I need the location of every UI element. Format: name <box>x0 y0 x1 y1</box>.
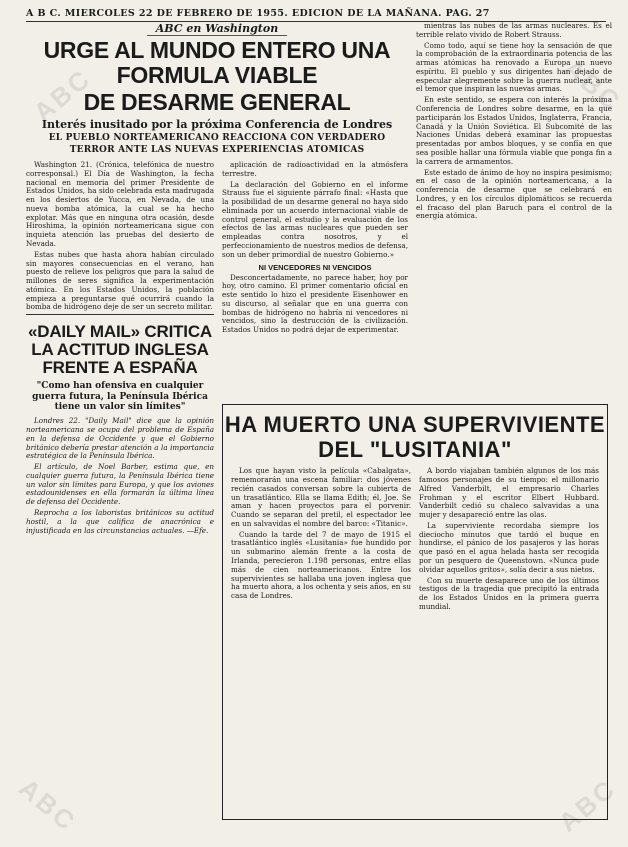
article-headline-line2: DE DESARME GENERAL <box>83 88 351 115</box>
paragraph: Desconcertadamente, no parece haber, hoy por hoy, otro camino. El primer comentario oficial en este sentido lo hizo el presidente Eisenhower en su discurso, al señalar que en una guerra con bombas de hidrógeno no habría ni vencedores ni vencidos, sino la destrucción de la civilización. Estados Unidos no podrá dejar de experimentar. <box>222 272 408 335</box>
paragraph: aplicación de radioactividad en la atmósfera terrestre. <box>222 159 408 178</box>
abc-watermark: ABC <box>13 772 83 838</box>
paragraph: Como todo, aquí se tiene hoy la sensación de que la comprobación de la extraordinaria potencia de las armas atómicas ha renovado a Europa un nuevo espíritu. El pueblo y sus dirigentes han dejado de especular alegremente sobre la guerra nuclear, ante el temor que inspiran las nuevas armas. <box>416 40 612 94</box>
lusitania-headline-line1: HA MUERTO UNA SUPERVIVIENTE <box>224 412 606 437</box>
article-headline-line1: URGE AL MUNDO ENTERO UNA FORMULA VIABLE <box>43 37 391 88</box>
abc-watermark: ABC <box>552 772 623 838</box>
divider <box>26 314 214 315</box>
paragraph: Estas nubes que hasta ahora habían circulado sin mayores consecuencias en el verano, han puesto de relieve los peligros que para la salud de millones de seres significa la experimentación atómica. En los Estados Unidos, la población empieza a preguntarse qué ocurrirá cuando la bomba de hidrógeno deje de ser un secreto militar. <box>26 249 214 312</box>
lusitania-column-1 <box>231 467 411 614</box>
lusitania-article-box <box>222 404 608 820</box>
right-column <box>416 22 612 223</box>
article-column-1 <box>26 161 214 537</box>
article-subhead: Interés inusitado por la próxima Conferencia de Londres <box>41 118 393 132</box>
abc-watermark: ABC <box>558 52 628 118</box>
paragraph: A bordo viajaban también algunos de los más famosos personajes de su tiempo: el millonario Alfred Vanderbilt, el empresario Charles Frohman y el escritor Elbert Hubbard. Vanderbilt cedió su chaleco salvavidas a una mujer y desapareció entre las olas. <box>419 466 599 520</box>
paragraph: Cuando la tarde del 7 de mayo de 1915 el trasatlántico inglés «Lusitania» fue hundido por un submarino alemán frente a la costa de Irlanda, perecieron 1.198 personas, entre ellas más de cien norteamericanos. Entre los supervivientes se hallaba una joven inglesa que ha muerto ahora, a los ochenta y seis años, en su casa de Londres. <box>231 529 411 601</box>
lusitania-columns <box>223 467 607 614</box>
daily-mail-subhead: "Como han ofensiva en cualquier guerra futura, la Península Ibérica tiene un valor sin límites" <box>32 380 208 413</box>
article-kicker: ABC en Washington <box>147 22 287 36</box>
paragraph: La superviviente recordaba siempre los dieciocho minutos que tardó el buque en hundirse, el pánico de los pasajeros y las horas que pasó en el agua helada hasta ser recogida por un pesquero de Queenstown. «Nunca pude olvidar aquellos gritos», solía decir a sus nietos. <box>419 520 599 574</box>
abc-watermark: ABC <box>27 62 98 128</box>
paragraph: La declaración del Gobierno en el informe Strauss fue el siguiente párrafo final: «Hasta que la posibilidad de un desarme general no haya sido eliminada por un acuerdo internacional viable de control general, el estudio y la evaluación de los efectos de las armas nucleares que pueden ser empleadas contra nosotros, y el perfeccionamiento de nuestros medios de defensa, son un deber primordial de nuestro Gobierno.» <box>222 179 408 259</box>
lusitania-column-2 <box>419 467 599 614</box>
paragraph: Con su muerte desaparece uno de los últimos testigos de la tragedia que precipitó la entrada de los Estados Unidos en la primera guerra mundial. <box>419 575 599 611</box>
daily-mail-headline: «DAILY MAIL» CRITICA LA ACTITUD INGLESA FRENTE A ESPAÑA <box>28 322 212 377</box>
paragraph: Londres 22. "Daily Mail" dice que la opinión norteamericana se ocupa del problema de España en la defensa de Occidente y que el Gobierno británico debería prestar atención a la importancia estratégica de la Península Ibérica. <box>26 416 214 461</box>
paragraph: mientras las nubes de las armas nucleares. Es el terrible relato vivido de Robert Strauss. <box>416 21 612 39</box>
page-header: A B C. MIERCOLES 22 DE FEBRERO DE 1955. EDICION DE LA MAÑANA. PAG. 27 <box>26 8 606 22</box>
paragraph: Los que hayan visto la película «Cabalgata», rememorarán una escena familiar: dos jóvenes recién casados conversan sobre la cubierta de un trasatlántico. Ella se llama Edith; él, Joe. Se aman y hacen proyectos para el porvenir. Cuando se separan del pretil, el espectador lee en un salvavidas el nombre del barco: «Titanic». <box>231 466 411 528</box>
paragraph: Este estado de ánimo de hoy no inspira pesimismo; en el caso de la opinión norteamericana, a la conferencia de desarme que se celebrará en Londres, y en los círculos diplomáticos se recuerda el fracaso del plan Baruch para el control de la energía atómica. <box>416 167 612 221</box>
paragraph: El artículo, de Noel Barber, estima que, en cualquier guerra futura, la Península Ibérica tiene un valor sin límites para Europa, y que los aviones estadounidenses en ella formarán la última línea de defensa del Occidente. <box>26 462 214 507</box>
paragraph: Reprocha a los laboristas británicos su actitud hostil, a la que califica de anacrónica e injustificada en las circunstancias actuales. —Efe. <box>26 508 214 535</box>
section-subhead: NI VENCEDORES NI VENCIDOS <box>258 262 372 272</box>
article-subhead-secondary: EL PUEBLO NORTEAMERICANO REACCIONA CON VERDADERO TERROR ANTE LAS NUEVAS EXPERIENCIAS ATOMICAS <box>48 133 386 155</box>
paragraph: En este sentido, se espera con interés la próxima Conferencia de Londres sobre desarme, en la que participarán los Estados Unidos, Inglaterra, Francia, Canadá y la Unión Soviética. El Subcomité de las Naciones Unidas deberá examinar las propuestas presentadas por ambos bloques, y se confía en que sea posible hallar una fórmula viable que ponga fin a la carrera de armamentos. <box>416 95 612 166</box>
paragraph: Washington 21. (Crónica, telefónica de nuestro corresponsal.) El Día de Washington, la fecha nacional en memoria del primer Presidente de Estados Unidos, ha sido celebrada esta madrugada en los desiertos de Yucca, en Nevada, de una nueva bomba atómica, la cual se ha hecho explotar. Más que en ninguna otra ocasión, desde Hiroshima, la opinión norteamericana sigue con inquieta atención las pruebas del desierto de Nevada. <box>26 159 214 249</box>
lusitania-headline-line2: DEL "LUSITANIA" <box>318 437 512 463</box>
